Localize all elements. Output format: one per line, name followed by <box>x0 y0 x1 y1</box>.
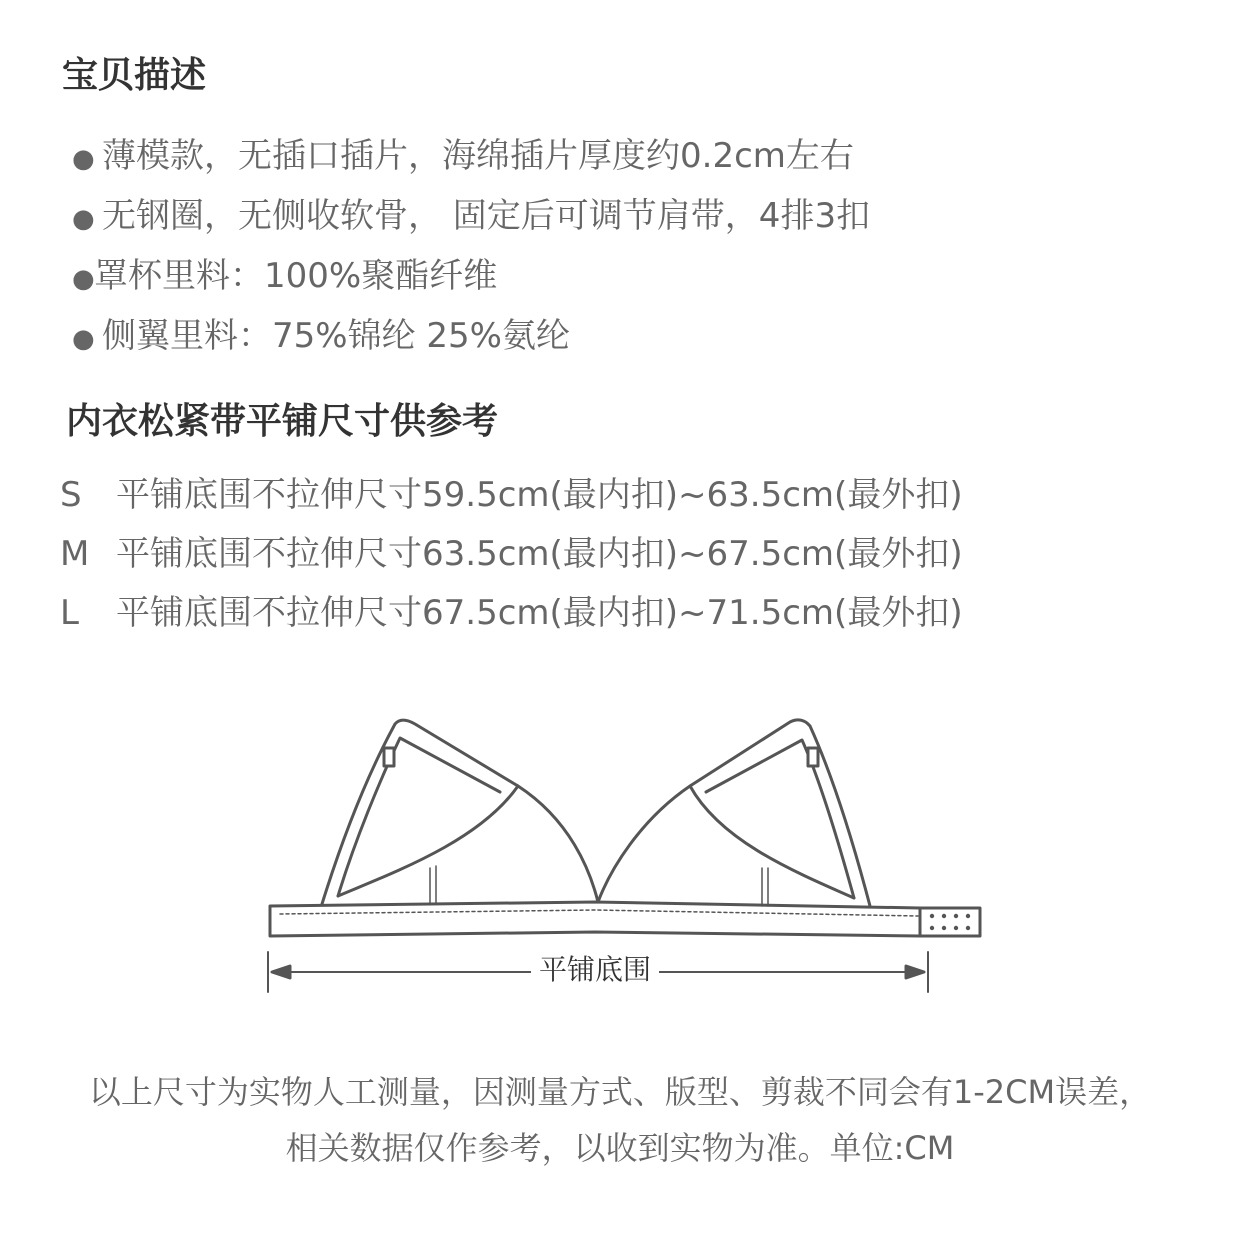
feature-text: 侧翼里料：75%锦纶 25%氨纶 <box>102 316 570 356</box>
size-row <box>60 584 963 643</box>
note-line-2: 相关数据仅作参考，以收到实物为准。单位:CM <box>285 1129 955 1167</box>
measurement-label: 平铺底围 <box>250 950 940 990</box>
note-line-1: 以上尺寸为实物人工测量，因测量方式、版型、剪裁不同会有1-2CM误差， <box>88 1073 1152 1111</box>
bullet-icon: ● <box>72 324 95 354</box>
size-text: 平铺底围不拉伸尺寸59.5cm(最内扣)~63.5cm(最外扣) <box>116 475 963 515</box>
feature-text: 罩杯里料：100%聚酯纤维 <box>94 256 498 296</box>
size-label: L <box>60 593 79 633</box>
bullet-icon: ● <box>72 204 95 234</box>
right-strap <box>690 720 870 906</box>
size-label: M <box>60 534 90 574</box>
description-title: 宝贝描述 <box>62 55 207 96</box>
size-text: 平铺底围不拉伸尺寸63.5cm(最内扣)~67.5cm(最外扣) <box>116 534 963 574</box>
size-row <box>60 466 963 525</box>
feature-item <box>72 246 870 306</box>
feature-list <box>72 126 870 366</box>
hook-eye-closure <box>920 908 980 936</box>
size-row <box>60 525 963 584</box>
bullet-icon: ● <box>72 264 95 294</box>
underband <box>270 902 920 936</box>
measurement-note <box>0 1064 1240 1176</box>
size-list <box>60 466 963 643</box>
bullet-icon: ● <box>72 144 95 174</box>
size-chart-title: 内衣松紧带平铺尺寸供参考 <box>66 401 499 442</box>
left-strap-adjuster <box>384 748 394 766</box>
feature-item <box>72 186 870 246</box>
right-cup <box>598 786 854 902</box>
size-text: 平铺底围不拉伸尺寸67.5cm(最内扣)~71.5cm(最外扣) <box>116 593 963 633</box>
size-label: S <box>60 475 82 515</box>
feature-text: 薄模款，无插口插片，海绵插片厚度约0.2cm左右 <box>102 136 854 176</box>
feature-text: 无钢圈，无侧收软骨， 固定后可调节肩带，4排3扣 <box>102 196 871 236</box>
feature-item <box>72 306 870 366</box>
right-strap-adjuster <box>808 748 818 766</box>
feature-item <box>72 126 870 186</box>
left-cup <box>338 786 598 902</box>
bra-measurement-diagram <box>250 700 1010 1010</box>
